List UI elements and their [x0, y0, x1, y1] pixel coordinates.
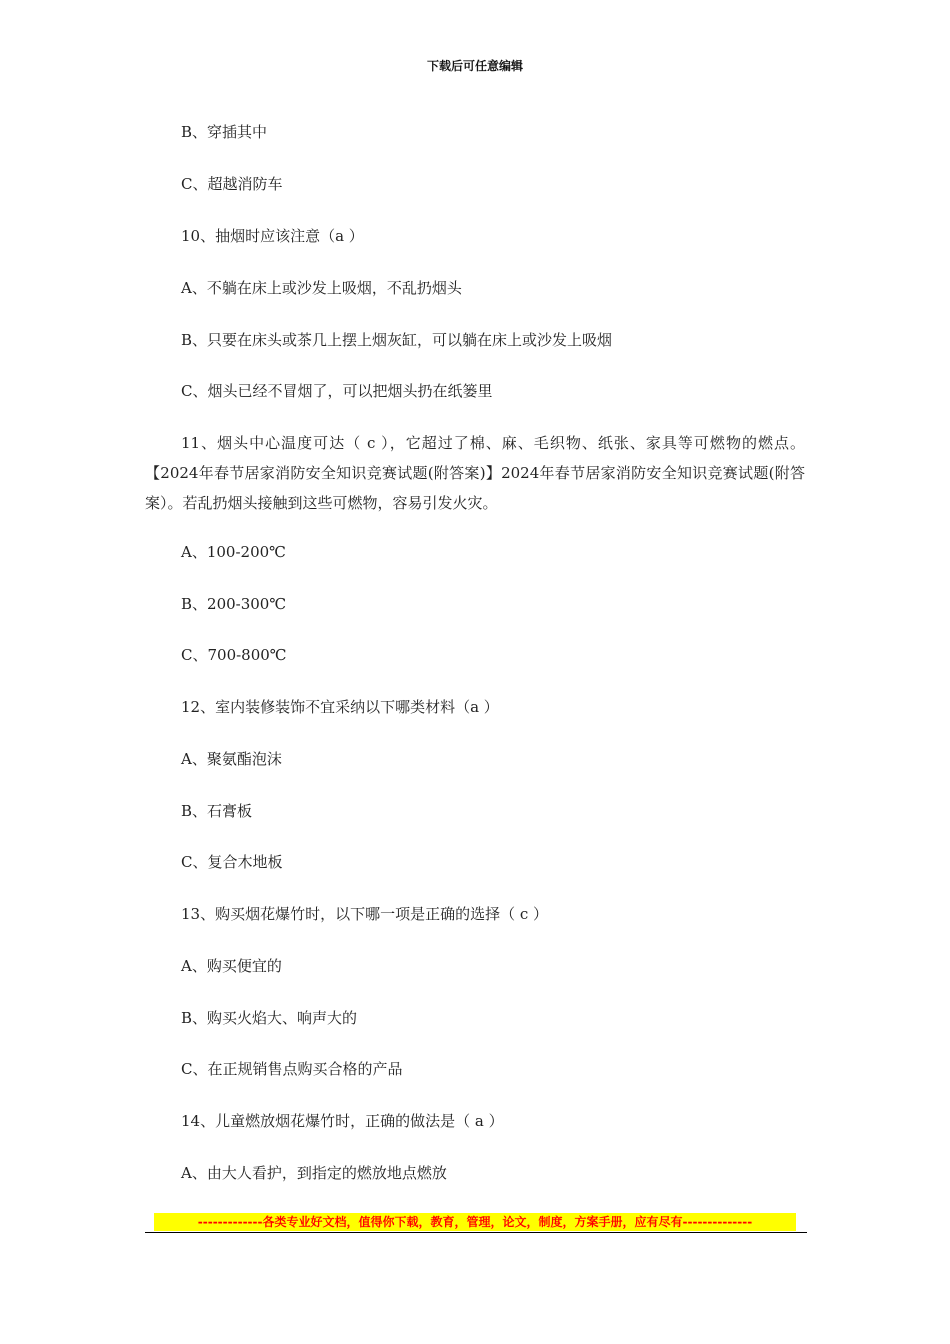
question-12: 12、室内装修装饰不宜采纳以下哪类材料（a ） [181, 698, 499, 716]
option-13a: A、购买便宜的 [181, 957, 282, 975]
option-10a: A、不躺在床上或沙发上吸烟，不乱扔烟头 [181, 279, 462, 297]
option-11a: A、100-200℃ [181, 543, 286, 561]
option-9c: C、超越消防车 [181, 175, 283, 193]
option-14a: A、由大人看护，到指定的燃放地点燃放 [181, 1164, 447, 1182]
option-12a: A、聚氨酯泡沫 [181, 750, 282, 768]
option-9b: B、穿插其中 [181, 123, 268, 141]
option-11c: C、700-800℃ [181, 646, 287, 664]
option-12c: C、复合木地板 [181, 853, 283, 871]
option-10b: B、只要在床头或茶几上摆上烟灰缸，可以躺在床上或沙发上吸烟 [181, 331, 613, 349]
question-10: 10、抽烟时应该注意（a ） [181, 227, 364, 245]
option-13c: C、在正规销售点购买合格的产品 [181, 1060, 403, 1078]
option-12b: B、石膏板 [181, 802, 253, 820]
page-header: 下载后可任意编辑 [426, 59, 523, 73]
footer-divider [145, 1232, 807, 1233]
question-13: 13、购买烟花爆竹时，以下哪一项是正确的选择（ c ） [181, 905, 549, 923]
option-10c: C、烟头已经不冒烟了，可以把烟头扔在纸篓里 [181, 382, 493, 400]
question-11: 11、烟头中心温度可达（ c ），它超过了棉、麻、毛织物、纸张、家具等可燃物的燃点。【2024年春节居家消防安全知识竞赛试题(附答案)】2024年春节居家消防安全知识竞赛试题(附答案）。若乱扔烟头接触到这些可燃物，容易引发火灾。 [145, 434, 805, 512]
option-11b: B、200-300℃ [181, 595, 287, 613]
option-13b: B、购买火焰大、响声大的 [181, 1009, 358, 1027]
question-14: 14、儿童燃放烟花爆竹时，正确的做法是（ a ） [181, 1112, 504, 1130]
footer-banner: -------------各类专业好文档，值得你下载，教育，管理，论文，制度，方案手册，应有尽有-------------- [154, 1213, 796, 1231]
